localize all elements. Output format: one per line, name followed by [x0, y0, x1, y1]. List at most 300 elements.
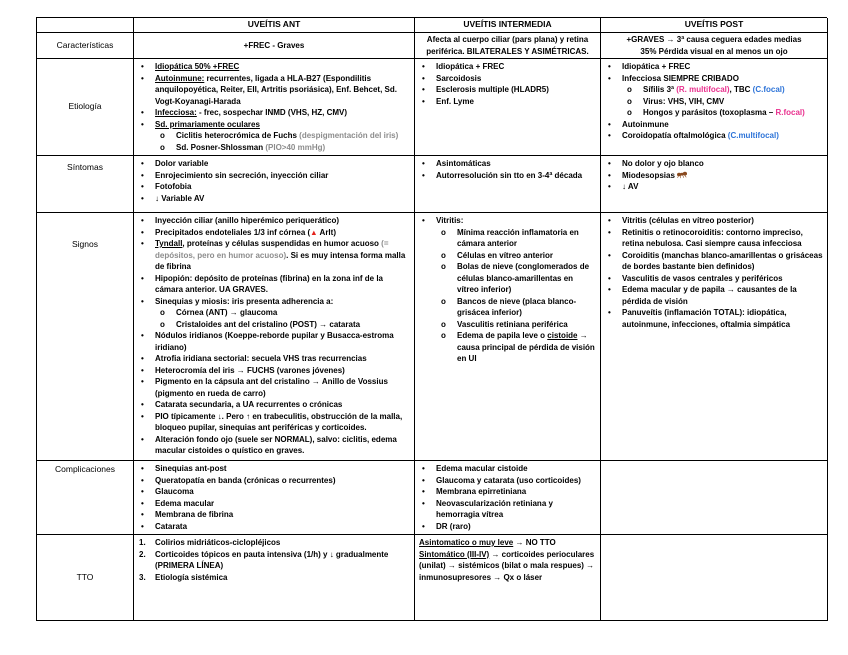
bullet-marker: • [141, 400, 144, 409]
uveitis-table [36, 17, 827, 621]
list-item [134, 158, 411, 170]
bullet-marker: • [141, 411, 144, 421]
text-run: (R. multifocal) [676, 85, 730, 94]
list-item [415, 521, 597, 533]
table-cell [601, 156, 828, 213]
item-text [436, 475, 597, 487]
bullet-marker: • [422, 498, 425, 508]
table-cell [134, 33, 415, 59]
item-text [643, 107, 824, 119]
bullet-marker: • [422, 216, 425, 225]
item-text [457, 330, 597, 365]
bullet-marker: • [141, 216, 144, 225]
bullet-marker: • [608, 273, 611, 283]
item-text [457, 227, 597, 250]
text-run: Edema macular cistoide [436, 464, 528, 473]
bullet-marker: • [608, 227, 611, 237]
text-run: Arlt) [317, 227, 336, 237]
list-item [415, 250, 597, 262]
list-item [415, 319, 597, 331]
text-run: Edema macular [155, 498, 215, 508]
list-item [415, 549, 597, 584]
item-text [622, 273, 824, 285]
item-text [155, 549, 411, 572]
bullet-marker: • [608, 250, 611, 260]
table-row [37, 461, 827, 535]
list-item [134, 119, 411, 131]
row-label: Síntomas [37, 156, 134, 213]
item-text [155, 475, 411, 487]
item-text [155, 61, 411, 73]
red-triangle-icon: ▲ [310, 227, 318, 237]
text-run: Vasculitis de vasos centrales y periféricos [622, 273, 783, 283]
bullet-marker: • [141, 182, 144, 191]
item-text [155, 107, 411, 119]
item-text [155, 365, 411, 377]
item-text [426, 35, 588, 56]
bullet-marker: • [608, 170, 611, 180]
table-cell [134, 213, 415, 461]
table-cell [415, 535, 601, 621]
table-cell [415, 156, 601, 213]
list-item [601, 61, 824, 73]
item-text [176, 319, 411, 331]
table-cell [601, 33, 828, 59]
item-text [155, 521, 411, 533]
bullet-marker: o [160, 308, 165, 317]
item-text [155, 273, 411, 296]
text-run: Neovascularización retiniana y hemorragia vítrea [436, 498, 553, 519]
text-run: Idiopática + FREC [436, 62, 505, 71]
text-run: Sd. primariamente oculares [155, 119, 260, 129]
item-text [436, 463, 597, 475]
item-text [622, 130, 824, 142]
text-run: Tyndall [155, 239, 183, 248]
item-text [155, 330, 411, 353]
item-text [457, 296, 597, 319]
list-item [134, 130, 411, 142]
list-item [601, 181, 824, 193]
item-text [155, 73, 411, 108]
bullet-marker: o [627, 85, 632, 94]
table-row [37, 59, 827, 156]
column-header-intermedia: UVEÍTIS INTERMEDIA [415, 18, 601, 33]
list-item [134, 238, 411, 273]
item-text [155, 170, 411, 182]
list-item [415, 475, 597, 487]
item-text [622, 181, 824, 193]
text-run: Corticoides tópicos en pauta intensiva (1/h) y ↓ gradualmente (PRIMERA LÍNEA) [155, 549, 389, 570]
table-cell [134, 156, 415, 213]
list-item [134, 107, 411, 119]
list-item [134, 365, 411, 377]
item-text [244, 41, 305, 50]
bullet-marker: • [141, 365, 144, 375]
list-item [134, 181, 411, 193]
bullet-marker: • [141, 159, 144, 168]
item-text [457, 319, 597, 331]
list-item [134, 549, 411, 572]
list-item [134, 434, 411, 457]
bullet-marker: • [608, 308, 611, 317]
list-item [134, 170, 411, 182]
corner-cell [37, 18, 134, 33]
item-text [436, 96, 597, 108]
item-text [155, 399, 411, 411]
list-item [415, 261, 597, 296]
item-text [155, 376, 411, 399]
bullet-marker: • [141, 170, 144, 180]
list-item [415, 296, 597, 319]
table-cell [415, 213, 601, 461]
item-text [626, 35, 801, 44]
text-run: ↓ Variable AV [155, 193, 205, 203]
list-item [601, 73, 824, 85]
bullet-marker: • [608, 119, 611, 129]
text-run: Precipitados endoteliales 1/3 inf córnea ( [155, 227, 311, 237]
text-run: Edema macular y de papila → causantes de la pérdida de visión [622, 285, 797, 306]
text-run: → causa principal de pérdida de visión en UI [457, 331, 595, 363]
bullet-marker: • [422, 487, 425, 496]
table-cell [601, 59, 828, 156]
item-text [155, 537, 411, 549]
text-run: Glaucoma y catarata (uso corticoides) [436, 475, 581, 485]
list-item [415, 463, 597, 475]
text-run: Coroiditis (manchas blanco-amarillentas o grisáceas de bordes bastante bien definidos) [622, 250, 823, 271]
bullet-marker: • [141, 487, 144, 496]
bullet-marker: o [441, 227, 446, 237]
bullet-marker: • [141, 273, 144, 283]
item-text [155, 296, 411, 308]
table-cell [134, 59, 415, 156]
list-item [601, 273, 824, 285]
list-item [415, 73, 597, 85]
list-item [134, 319, 411, 331]
list-item [134, 376, 411, 399]
bullet-marker: • [422, 159, 425, 168]
item-text [622, 250, 824, 273]
bullet-marker: o [627, 108, 632, 117]
text-run: Fotofobia [155, 182, 192, 191]
text-run: Panuveítis (inflamación TOTAL): idiopática, autoinmune, infecciones, oftalmia simpática [622, 308, 791, 329]
bullet-marker: • [141, 434, 144, 444]
bullet-marker: • [141, 108, 144, 117]
list-item [601, 96, 824, 108]
bullet-marker: o [441, 331, 446, 340]
text-run: Membrana epirretiniana [436, 487, 527, 496]
text-run: - frec, sospechar INMD (VHS, HZ, CMV) [196, 108, 348, 117]
text-run: Heterocromía del iris → FUCHS (varones jóvenes) [155, 365, 345, 375]
table-header-row [37, 18, 827, 33]
item-text [643, 96, 824, 108]
text-run: Autorresolución sin tto en 3-4ª década [436, 170, 583, 180]
text-run: Autoinmune: [155, 73, 205, 83]
item-text [155, 509, 411, 521]
item-text [622, 119, 824, 131]
bullet-marker: • [608, 216, 611, 225]
text-run: +GRAVES → 3ª causa ceguera edades medias [626, 35, 802, 44]
list-item [134, 142, 411, 154]
text-run: Bolas de nieve (conglomerados de células blanco-amarillentas en vítreo inferior) [457, 262, 590, 294]
bullet-marker: o [441, 319, 446, 329]
item-text [155, 181, 411, 193]
table-cell [415, 461, 601, 535]
list-item [415, 96, 597, 108]
bullet-marker: • [608, 73, 611, 83]
item-text [176, 130, 411, 142]
list-item [606, 46, 822, 58]
text-run: . Si es muy intensa forma malla de fibrina [155, 250, 406, 271]
bullet-marker: o [627, 96, 632, 106]
table-row [37, 156, 827, 213]
item-text [155, 119, 411, 131]
list-item [606, 34, 822, 46]
item-text [436, 84, 597, 96]
list-item [415, 537, 597, 549]
list-item [601, 215, 824, 227]
bullet-marker: • [141, 464, 144, 473]
text-run: Catarata [155, 521, 188, 531]
item-text [622, 61, 824, 73]
item-text [436, 215, 597, 227]
text-run: Enrojecimiento sin secreción, inyección ciliar [155, 170, 329, 180]
item-text [155, 215, 411, 227]
item-text [622, 284, 824, 307]
list-item [134, 330, 411, 353]
list-item [134, 215, 411, 227]
table-cell [601, 461, 828, 535]
item-text [176, 307, 411, 319]
list-item [415, 84, 597, 96]
text-run: Hipopión: depósito de proteínas (fibrina) en la zona inf de la cámara anterior. UA GRAVES. [155, 273, 384, 294]
list-item [139, 40, 409, 52]
item-text [436, 158, 597, 170]
bullet-marker: • [141, 296, 144, 306]
item-text [622, 170, 824, 182]
bullet-marker: 2. [139, 549, 146, 559]
bullet-marker: o [441, 250, 446, 260]
text-run: Colirios midriáticos-ciclopléjicos [155, 538, 281, 547]
item-text [622, 227, 824, 250]
list-item [134, 572, 411, 584]
list-item [601, 130, 824, 142]
text-run: Virus: VHS, VIH, CMV [643, 96, 725, 106]
list-item [420, 34, 595, 57]
text-run: Sd. Posner-Shlossman [176, 142, 266, 152]
item-text [436, 61, 597, 73]
item-text [436, 521, 597, 533]
text-run: Sinequias y miosis: iris presenta adherencia a: [155, 296, 334, 306]
item-text [457, 261, 597, 296]
list-item [601, 284, 824, 307]
text-run: Córnea (ANT) → glaucoma [176, 308, 278, 317]
text-run: Ciclitis heterocrómica de Fuchs [176, 131, 300, 140]
text-run: Pigmento en la cápsula ant del cristalino → Anillo de Vossius (pigmento en rueda de carro) [155, 377, 388, 398]
text-run: Vasculitis retiniana periférica [457, 319, 568, 329]
text-run: +FREC - Graves [243, 40, 305, 50]
bullet-marker: o [160, 131, 165, 140]
bullet-marker: • [141, 193, 144, 203]
text-run: Nódulos iridianos (Koeppe-reborde pupilar y Busacca-estroma iridiano) [155, 331, 394, 352]
text-run: Asintomatico o muy leve [419, 538, 514, 547]
row-label: Etiología [37, 59, 134, 156]
list-item [134, 353, 411, 365]
item-text [155, 158, 411, 170]
table-cell [134, 461, 415, 535]
list-item [415, 227, 597, 250]
text-run: Glaucoma [155, 487, 194, 496]
item-text [155, 353, 411, 365]
list-item [601, 107, 824, 119]
list-item [134, 475, 411, 487]
item-text [419, 550, 594, 582]
text-run: Dolor variable [155, 159, 209, 168]
text-run: Inyección ciliar (anillo hiperémico periquerático) [155, 216, 340, 225]
text-run: Vitritis: [436, 216, 464, 225]
list-item [415, 215, 597, 227]
list-item [134, 296, 411, 308]
text-run: ↓ AV [622, 182, 639, 191]
text-run: , proteínas y células suspendidas en humor acuoso [182, 239, 382, 248]
item-text [155, 463, 411, 475]
bullet-marker: • [141, 510, 144, 519]
text-run: Miodesopsias [622, 170, 678, 180]
text-run: PIO típicamente ↓. Pero ↑ en trabeculitis, obstrucción de la malla, bloqueo pupilar, sinequias ant periféricas y corticoides. [155, 411, 403, 432]
text-run: Sinequias ant-post [155, 464, 227, 473]
item-text [622, 158, 824, 170]
bullet-marker: o [441, 262, 446, 271]
column-header-post: UVEÍTIS POST [601, 18, 828, 33]
item-text [622, 307, 824, 330]
table-cell [134, 535, 415, 621]
bullet-marker: 3. [139, 572, 146, 582]
list-item [134, 521, 411, 533]
list-item [134, 399, 411, 411]
bullet-marker: • [141, 227, 144, 237]
item-text [155, 227, 411, 239]
list-item [134, 307, 411, 319]
item-text [155, 572, 411, 584]
list-item [415, 170, 597, 182]
table-row [37, 33, 827, 59]
text-run: (PIO>40 mmHg) [265, 142, 326, 152]
item-text [622, 73, 824, 85]
text-run: Sarcoidosis [436, 73, 482, 83]
item-text [457, 250, 597, 262]
bullet-marker: • [608, 182, 611, 191]
item-text [419, 538, 556, 547]
list-item [601, 250, 824, 273]
item-text [436, 73, 597, 85]
list-item [601, 84, 824, 96]
bullet-marker: • [422, 62, 425, 71]
text-run: Asintomáticas [436, 159, 491, 168]
list-item [415, 158, 597, 170]
table-cell [601, 213, 828, 461]
text-run: Idiopática + FREC [622, 62, 691, 71]
text-run: (C.focal) [752, 85, 785, 94]
list-item [601, 307, 824, 330]
text-run: Sífilis 3ª [643, 85, 677, 94]
item-text [643, 84, 824, 96]
text-run: Vitritis (células en vítreo posterior) [622, 216, 754, 225]
item-text [176, 142, 411, 154]
table-body [37, 33, 827, 621]
list-item [415, 61, 597, 73]
item-text [155, 238, 411, 273]
list-item [134, 73, 411, 108]
list-item [134, 61, 411, 73]
bullet-marker: • [422, 464, 425, 473]
text-run: Alteración fondo ojo (suele ser NORMAL), salvo: ciclitis, edema macular cistoides o quístico en graves. [155, 434, 397, 455]
bullet-marker: • [422, 96, 425, 106]
text-run: , TBC [729, 85, 753, 94]
bullet-marker: 1. [139, 538, 146, 547]
bullet-marker: • [141, 331, 144, 340]
item-text [436, 498, 597, 521]
bullet-marker: o [160, 319, 165, 329]
text-run: (= depósitos, pero en humor acuoso) [155, 239, 389, 260]
text-run: Edema de papila leve o [457, 331, 548, 340]
text-run: Autoinmune [622, 119, 669, 129]
text-run: Etiología sistémica [155, 572, 228, 582]
row-label: TTO [37, 535, 134, 621]
bullet-marker: • [141, 521, 144, 531]
text-run: Infecciosa SIEMPRE CRIBADO [622, 73, 739, 83]
bullet-marker: • [422, 475, 425, 485]
column-header-ant: UVEÍTIS ANT [134, 18, 415, 33]
text-run: Afecta al cuerpo ciliar (pars plana) y retina periférica. BILATERALES Y ASIMÉTRICAS. [426, 35, 589, 56]
bullet-marker: • [608, 285, 611, 294]
table-row [37, 213, 827, 461]
text-run: Retinitis o retinocoroiditis: contorno impreciso, retina nebulosa. Casi siempre causa infecciosa [622, 227, 803, 248]
bullet-marker: • [141, 354, 144, 363]
text-run: cistoide [547, 331, 578, 340]
list-item [601, 227, 824, 250]
list-item [134, 411, 411, 434]
bullet-marker: • [141, 498, 144, 508]
text-run: Sintomático (III-IV) [419, 549, 490, 559]
bullet-marker: • [141, 377, 144, 386]
bullet-marker: • [141, 119, 144, 129]
list-item [134, 193, 411, 205]
text-run: Coroidopatía oftalmológica [622, 131, 728, 140]
text-run: Bancos de nieve (placa blanco-grisácea inferior) [457, 296, 577, 317]
item-text [622, 215, 824, 227]
text-run: Células en vítreo anterior [457, 250, 554, 260]
item-text [436, 486, 597, 498]
item-text [155, 193, 411, 205]
list-item [134, 463, 411, 475]
text-run: (C.multifocal) [727, 131, 779, 140]
list-item [134, 509, 411, 521]
bullet-marker: • [141, 239, 144, 248]
text-run: No dolor y ojo blanco [622, 159, 704, 168]
text-run: Infecciosa: [155, 108, 197, 117]
list-item [415, 486, 597, 498]
table-row [37, 535, 827, 621]
row-label: Características [37, 33, 134, 59]
list-item [415, 498, 597, 521]
item-text [436, 170, 597, 182]
list-item [601, 170, 824, 182]
text-run: Enf. Lyme [436, 96, 474, 106]
list-item [134, 498, 411, 510]
bullet-marker: • [422, 521, 425, 531]
text-run: Membrana de fibrina [155, 510, 234, 519]
table-cell [415, 33, 601, 59]
bullet-marker: • [141, 62, 144, 71]
